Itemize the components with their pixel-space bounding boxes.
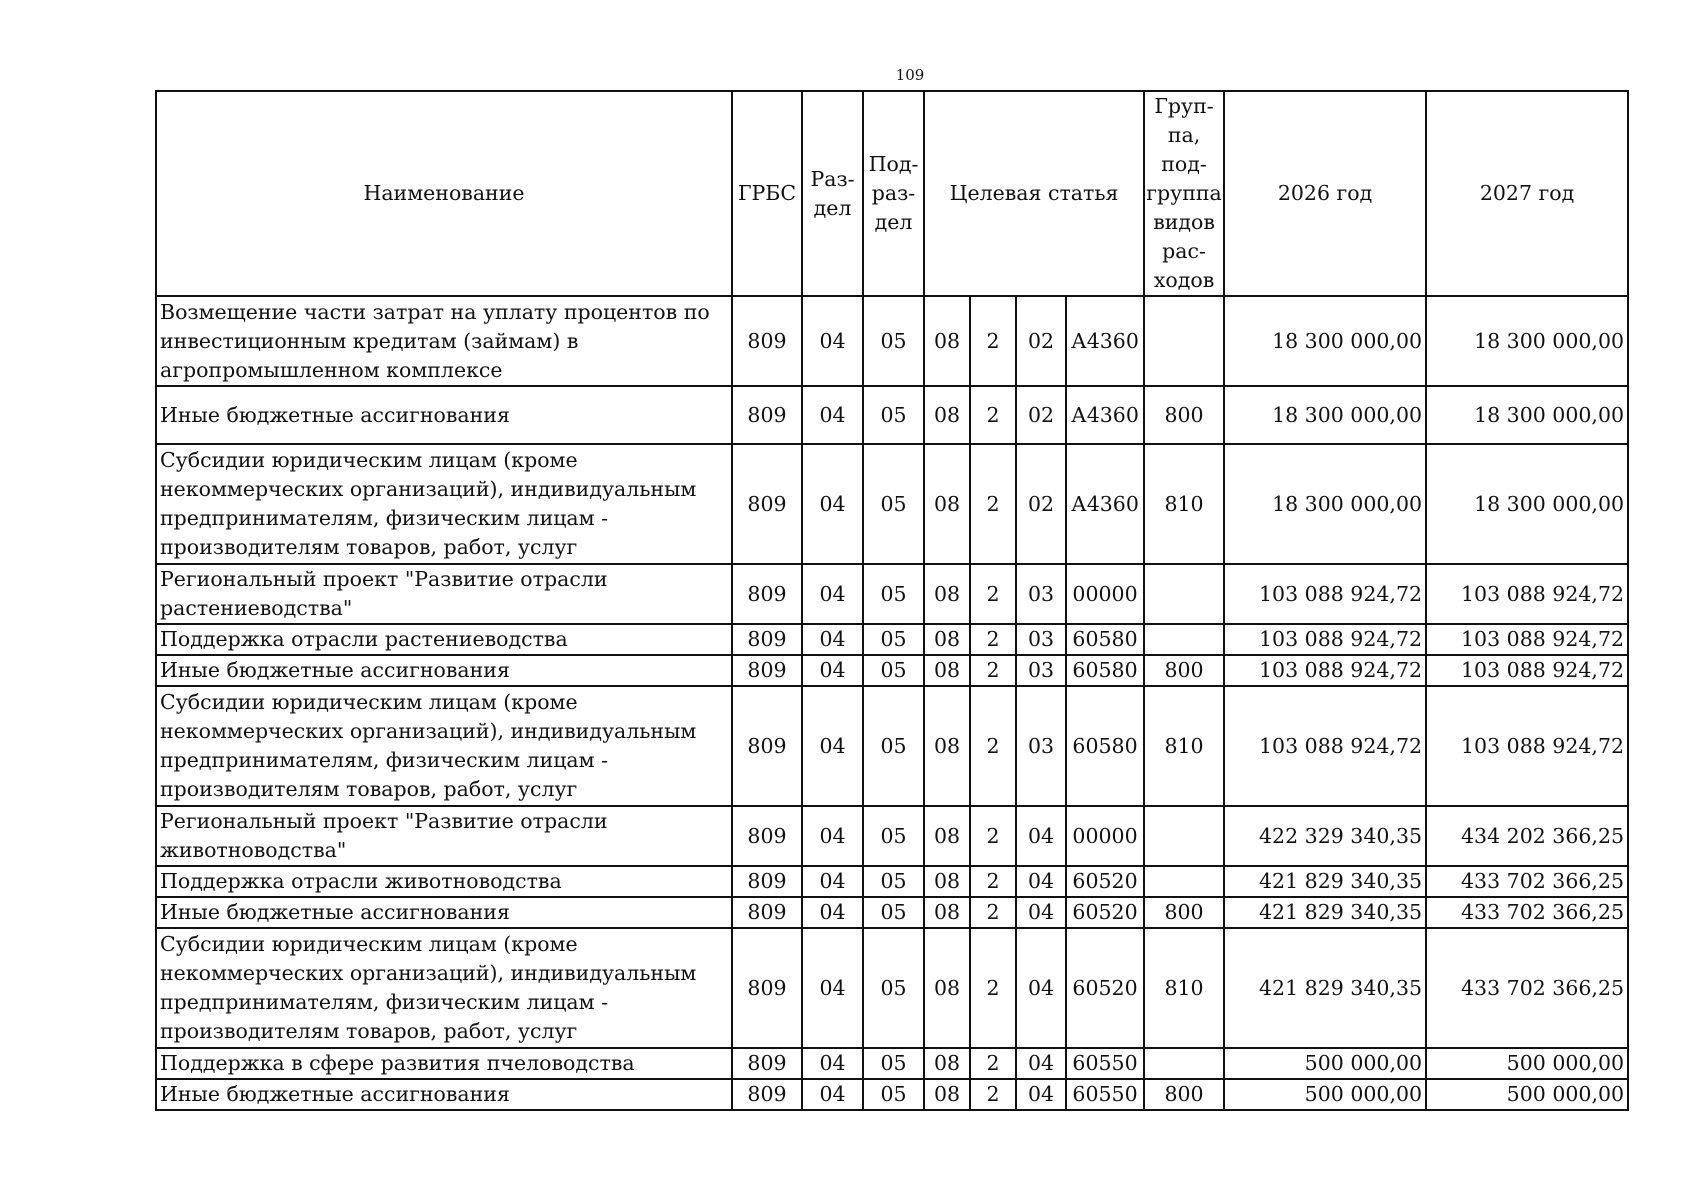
header-razdel: Раз- дел: [802, 91, 863, 296]
cell-razdel: 04: [802, 897, 863, 928]
cell-cs-program: 08: [924, 866, 970, 897]
cell-amount-2026: 500 000,00: [1224, 1048, 1426, 1079]
cell-cs-program: 08: [924, 564, 970, 624]
table-row: [156, 444, 1628, 564]
cell-cs-program: 08: [924, 1048, 970, 1079]
cell-cs-program: 08: [924, 806, 970, 866]
cell-amount-2027: 103 088 924,72: [1426, 624, 1628, 655]
cell-vid-rashodov: [1144, 296, 1224, 386]
cell-grbs: 809: [732, 624, 802, 655]
row-name: Иные бюджетные ассигнования: [156, 386, 732, 444]
cell-cs-direction: 60580: [1066, 655, 1144, 686]
cell-vid-rashodov: 810: [1144, 928, 1224, 1048]
cell-cs-program: 08: [924, 444, 970, 564]
header-gruppa-vidov-rashodov: Груп- па, под- группа видов рас- ходов: [1144, 91, 1224, 296]
cell-amount-2027: 18 300 000,00: [1426, 444, 1628, 564]
cell-grbs: 809: [732, 564, 802, 624]
cell-grbs: 809: [732, 866, 802, 897]
cell-grbs: 809: [732, 1079, 802, 1110]
row-name: Поддержка отрасли растениеводства: [156, 624, 732, 655]
cell-amount-2027: 103 088 924,72: [1426, 686, 1628, 806]
cell-amount-2027: 433 702 366,25: [1426, 897, 1628, 928]
cell-razdel: 04: [802, 1048, 863, 1079]
table-row: [156, 897, 1628, 928]
cell-razdel: 04: [802, 444, 863, 564]
row-name: Субсидии юридическим лицам (кроме некоммерческих организаций), индивидуальным предпринимателям, физическим лицам - производителям товаров, работ, услуг: [156, 686, 732, 806]
cell-razdel: 04: [802, 296, 863, 386]
cell-amount-2026: 18 300 000,00: [1224, 444, 1426, 564]
cell-cs-structure: 04: [1016, 806, 1066, 866]
cell-razdel: 04: [802, 655, 863, 686]
cell-amount-2026: 421 829 340,35: [1224, 928, 1426, 1048]
cell-amount-2026: 103 088 924,72: [1224, 564, 1426, 624]
cell-cs-type: 2: [970, 928, 1016, 1048]
cell-cs-type: 2: [970, 564, 1016, 624]
cell-cs-direction: 60520: [1066, 897, 1144, 928]
cell-vid-rashodov: [1144, 866, 1224, 897]
table-header-row: [156, 91, 1628, 296]
cell-cs-direction: А4360: [1066, 444, 1144, 564]
cell-razdel: 04: [802, 866, 863, 897]
cell-cs-type: 2: [970, 1048, 1016, 1079]
cell-grbs: 809: [732, 928, 802, 1048]
cell-razdel: 04: [802, 564, 863, 624]
budget-table: [155, 90, 1629, 1111]
table-row: [156, 1048, 1628, 1079]
cell-razdel: 04: [802, 624, 863, 655]
cell-grbs: 809: [732, 897, 802, 928]
cell-podrazdel: 05: [863, 806, 924, 866]
cell-podrazdel: 05: [863, 1048, 924, 1079]
header-grbs: ГРБС: [732, 91, 802, 296]
cell-cs-type: 2: [970, 806, 1016, 866]
cell-cs-structure: 04: [1016, 1079, 1066, 1110]
cell-cs-type: 2: [970, 444, 1016, 564]
cell-cs-direction: 60520: [1066, 866, 1144, 897]
header-podrazdel: Под- раз- дел: [863, 91, 924, 296]
row-name: Региональный проект "Развитие отрасли растениеводства": [156, 564, 732, 624]
cell-cs-structure: 03: [1016, 624, 1066, 655]
cell-razdel: 04: [802, 686, 863, 806]
cell-amount-2026: 103 088 924,72: [1224, 686, 1426, 806]
page-number: 109: [895, 66, 925, 84]
cell-cs-structure: 03: [1016, 686, 1066, 806]
cell-grbs: 809: [732, 686, 802, 806]
cell-amount-2026: 18 300 000,00: [1224, 296, 1426, 386]
cell-amount-2027: 433 702 366,25: [1426, 928, 1628, 1048]
cell-podrazdel: 05: [863, 564, 924, 624]
cell-podrazdel: 05: [863, 624, 924, 655]
cell-cs-structure: 04: [1016, 928, 1066, 1048]
cell-amount-2027: 500 000,00: [1426, 1079, 1628, 1110]
cell-cs-program: 08: [924, 655, 970, 686]
cell-podrazdel: 05: [863, 866, 924, 897]
cell-cs-program: 08: [924, 624, 970, 655]
table-row: [156, 866, 1628, 897]
cell-cs-structure: 02: [1016, 444, 1066, 564]
cell-cs-direction: А4360: [1066, 296, 1144, 386]
cell-vid-rashodov: [1144, 1048, 1224, 1079]
cell-cs-structure: 03: [1016, 655, 1066, 686]
cell-cs-type: 2: [970, 897, 1016, 928]
cell-cs-structure: 03: [1016, 564, 1066, 624]
cell-cs-direction: 60580: [1066, 686, 1144, 806]
row-name: Иные бюджетные ассигнования: [156, 1079, 732, 1110]
cell-cs-type: 2: [970, 655, 1016, 686]
cell-cs-structure: 04: [1016, 897, 1066, 928]
cell-podrazdel: 05: [863, 444, 924, 564]
cell-podrazdel: 05: [863, 296, 924, 386]
cell-grbs: 809: [732, 386, 802, 444]
cell-amount-2027: 18 300 000,00: [1426, 386, 1628, 444]
cell-vid-rashodov: 810: [1144, 444, 1224, 564]
row-name: Субсидии юридическим лицам (кроме некоммерческих организаций), индивидуальным предпринимателям, физическим лицам - производителям товаров, работ, услуг: [156, 928, 732, 1048]
cell-cs-structure: 04: [1016, 866, 1066, 897]
cell-cs-type: 2: [970, 296, 1016, 386]
row-name: Субсидии юридическим лицам (кроме некоммерческих организаций), индивидуальным предпринимателям, физическим лицам - производителям товаров, работ, услуг: [156, 444, 732, 564]
table-row: [156, 624, 1628, 655]
cell-vid-rashodov: 800: [1144, 386, 1224, 444]
table-row: [156, 386, 1628, 444]
cell-podrazdel: 05: [863, 655, 924, 686]
cell-amount-2027: 103 088 924,72: [1426, 655, 1628, 686]
cell-cs-program: 08: [924, 386, 970, 444]
cell-grbs: 809: [732, 444, 802, 564]
row-name: Поддержка отрасли животноводства: [156, 866, 732, 897]
cell-cs-direction: 00000: [1066, 806, 1144, 866]
cell-cs-direction: 60550: [1066, 1079, 1144, 1110]
cell-cs-structure: 02: [1016, 386, 1066, 444]
cell-grbs: 809: [732, 806, 802, 866]
cell-amount-2026: 421 829 340,35: [1224, 897, 1426, 928]
cell-cs-program: 08: [924, 1079, 970, 1110]
cell-vid-rashodov: 800: [1144, 655, 1224, 686]
cell-vid-rashodov: 800: [1144, 897, 1224, 928]
cell-grbs: 809: [732, 296, 802, 386]
cell-razdel: 04: [802, 928, 863, 1048]
row-name: Поддержка в сфере развития пчеловодства: [156, 1048, 732, 1079]
cell-amount-2026: 18 300 000,00: [1224, 386, 1426, 444]
cell-amount-2027: 500 000,00: [1426, 1048, 1628, 1079]
row-name: Иные бюджетные ассигнования: [156, 655, 732, 686]
cell-cs-type: 2: [970, 1079, 1016, 1110]
cell-cs-direction: 60580: [1066, 624, 1144, 655]
cell-amount-2026: 103 088 924,72: [1224, 624, 1426, 655]
cell-vid-rashodov: [1144, 806, 1224, 866]
cell-amount-2026: 422 329 340,35: [1224, 806, 1426, 866]
cell-grbs: 809: [732, 1048, 802, 1079]
cell-podrazdel: 05: [863, 897, 924, 928]
cell-cs-program: 08: [924, 897, 970, 928]
row-name: Иные бюджетные ассигнования: [156, 897, 732, 928]
cell-cs-structure: 04: [1016, 1048, 1066, 1079]
cell-podrazdel: 05: [863, 928, 924, 1048]
table-row: [156, 1079, 1628, 1110]
cell-cs-type: 2: [970, 866, 1016, 897]
cell-razdel: 04: [802, 386, 863, 444]
cell-cs-type: 2: [970, 386, 1016, 444]
cell-cs-direction: 60550: [1066, 1048, 1144, 1079]
cell-cs-structure: 02: [1016, 296, 1066, 386]
cell-amount-2026: 103 088 924,72: [1224, 655, 1426, 686]
cell-cs-direction: А4360: [1066, 386, 1144, 444]
table-row: [156, 928, 1628, 1048]
row-name: Возмещение части затрат на уплату процентов по инвестиционным кредитам (займам) в агропромышленном комплексе: [156, 296, 732, 386]
cell-cs-program: 08: [924, 296, 970, 386]
table-row: [156, 296, 1628, 386]
cell-podrazdel: 05: [863, 386, 924, 444]
cell-vid-rashodov: [1144, 564, 1224, 624]
cell-vid-rashodov: [1144, 624, 1224, 655]
cell-podrazdel: 05: [863, 686, 924, 806]
cell-cs-program: 08: [924, 928, 970, 1048]
cell-podrazdel: 05: [863, 1079, 924, 1110]
cell-amount-2027: 433 702 366,25: [1426, 866, 1628, 897]
cell-vid-rashodov: 810: [1144, 686, 1224, 806]
header-2026: 2026 год: [1224, 91, 1426, 296]
cell-amount-2027: 434 202 366,25: [1426, 806, 1628, 866]
cell-cs-type: 2: [970, 624, 1016, 655]
table-body: [156, 296, 1628, 1110]
table-row: [156, 564, 1628, 624]
cell-cs-direction: 60520: [1066, 928, 1144, 1048]
cell-razdel: 04: [802, 1079, 863, 1110]
cell-cs-direction: 00000: [1066, 564, 1144, 624]
header-name: Наименование: [156, 91, 732, 296]
cell-grbs: 809: [732, 655, 802, 686]
table-row: [156, 686, 1628, 806]
cell-cs-type: 2: [970, 686, 1016, 806]
cell-vid-rashodov: 800: [1144, 1079, 1224, 1110]
table-row: [156, 806, 1628, 866]
cell-cs-program: 08: [924, 686, 970, 806]
header-celevaya-statya: Целевая статья: [924, 91, 1144, 296]
cell-amount-2027: 18 300 000,00: [1426, 296, 1628, 386]
cell-amount-2027: 103 088 924,72: [1426, 564, 1628, 624]
cell-amount-2026: 421 829 340,35: [1224, 866, 1426, 897]
cell-razdel: 04: [802, 806, 863, 866]
header-2027: 2027 год: [1426, 91, 1628, 296]
cell-amount-2026: 500 000,00: [1224, 1079, 1426, 1110]
table-row: [156, 655, 1628, 686]
row-name: Региональный проект "Развитие отрасли животноводства": [156, 806, 732, 866]
